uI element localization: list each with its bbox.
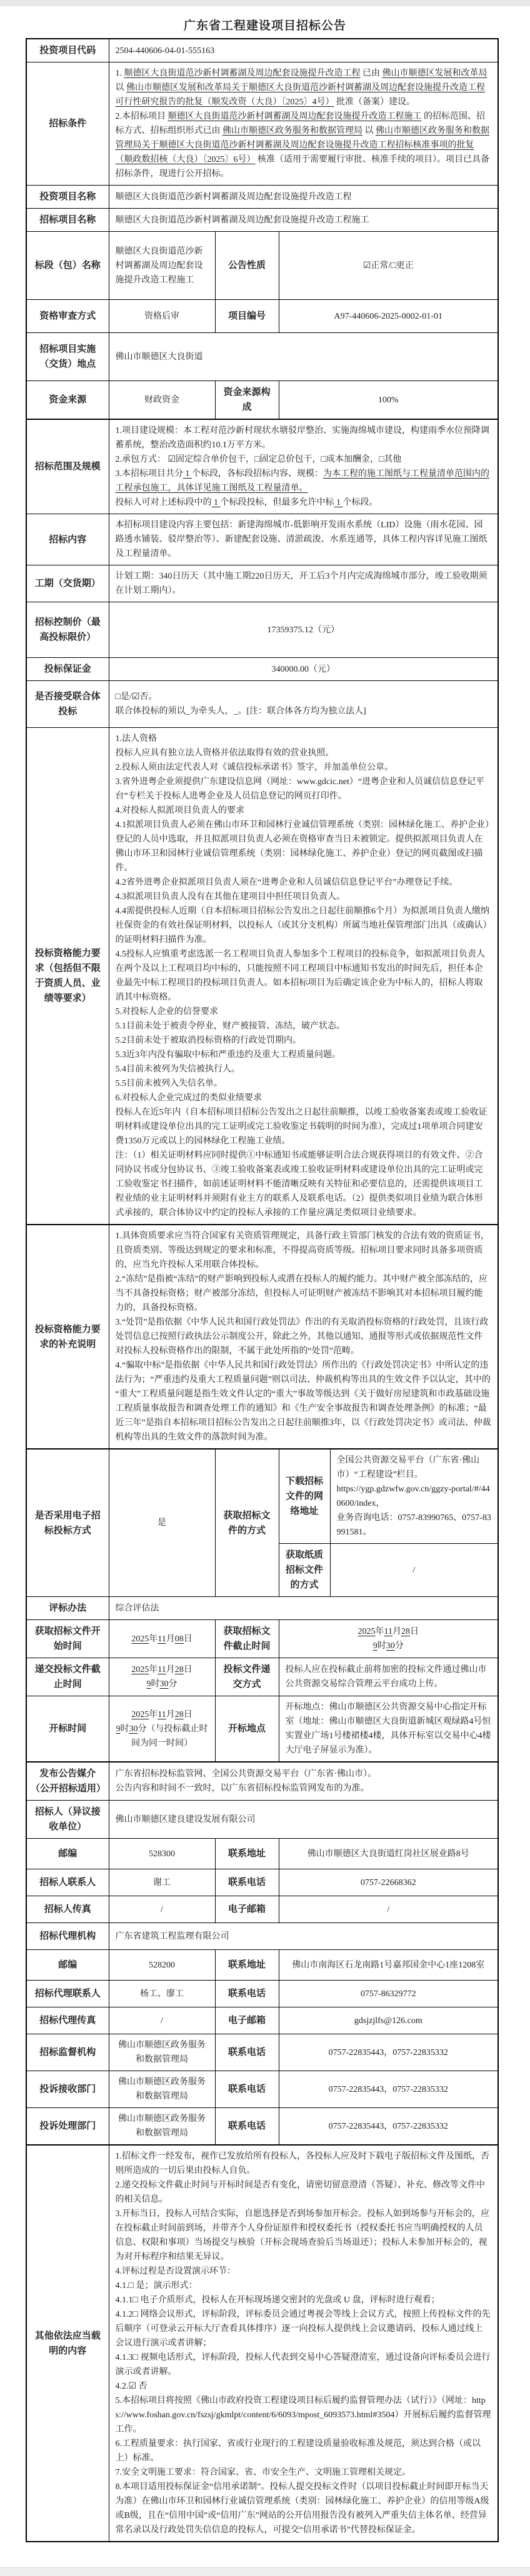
consortium-value: □是/☑否。 联合体投标的须以_为牵头人，_。[注：联合体各方均为独立法人] [109,681,498,728]
agency-contact-value: 杨工、廖工 [109,1981,215,2007]
row-qualification-review [26,300,498,333]
scope-value: 1.项目建设规模：本工程对范沙新村现状水塘驳岸整治、实施海绵城市建设，构建雨季水位预降调蓄系统，整治改造面积约10.1万平方米。 2.承包方式： ☑固定综合单价包干，□固定总价包干，□成本加酬金，□其他 3.本招标项目共分 1 个标段，各标段招标内容、规模：为本工程的施工图纸与工程量清单范围内的工程承包施工，具体详见施工图纸及工程量清单。 投标人可对上述标段中的 1 个标段投标，但最多允许中标 1 个标段。 [109,419,498,514]
agency-tel-value: 0757-86329772 [279,1981,498,2007]
row-qualification-req [26,728,498,1225]
opening-time-value: 2025年11月28日 9时30分（与投标截止时间为同一时间） [109,1696,215,1763]
opening-place-value: 开标地点：佛山市顺德区公共资源交易中心指定开标室（地址：佛山市顺德区大良街道新城区观绿路4号恒实置业广场1号楼裙楼4楼，具体开标室以交易中心4楼大厅电子屏显示为准）。 [279,1696,498,1763]
agency-postcode-value: 528200 [109,1950,215,1981]
tenderer-contact-value: 谢工 [109,1869,215,1896]
tenderer-fax-label: 招标人传真 [26,1896,109,1923]
row-consortium [26,681,498,728]
evaluation-method-value: 综合评估法 [109,1597,498,1620]
agency-fax-label: 招标代理传真 [26,2007,109,2034]
agency-contact-label: 招标代理联系人 [26,1981,109,2007]
agency-fax-value: / [109,2007,215,2034]
row-agency [26,1923,498,1950]
supervision-label: 招标监督机构 [26,2034,109,2071]
complaint-receive-tel-label: 联系电话 [215,2071,279,2108]
submit-method-value: 投标人应在投标截止前将加密的投标文件通过佛山市公共资源交易综合管理云平台成功上传。 [279,1658,498,1696]
top-gray-bar [0,0,530,6]
funds-label: 资金来源 [26,381,109,420]
tender-project-name-value: 顺德区大良街道范沙新村调蓄湖及周边配套设施提升改造工程施工 [109,209,498,232]
row-tenderer-contact [26,1869,498,1896]
row-location [26,333,498,381]
agency-email-label: 电子邮箱 [215,2007,279,2034]
qualification-review-value: 资格后审 [109,300,215,333]
notice-nature-label: 公告性质 [215,232,279,300]
page-title: 广东省工程建设项目招标公告 [183,19,346,32]
row-tenderer-fax [26,1896,498,1923]
row-section [26,232,498,300]
agency-address-value: 佛山市南海区石龙南路1号嘉邦国金中心1座1208室 [279,1950,498,1981]
obtain-documents-label: 获取招标文件的方式 [215,1449,279,1597]
complaint-receive-value: 佛山市顺德区政务服务和数据管理局 [109,2071,215,2108]
section-value: 顺德区大良街道范沙新村调蓄湖及周边配套设施提升改造工程施工 [109,232,215,300]
tenderer-postcode-value: 528300 [109,1839,215,1869]
complaint-handle-label: 投诉处理部门 [26,2108,109,2146]
paper-documents-label: 获取纸质招标文件的方式 [279,1544,330,1597]
project-number-label: 项目编号 [215,300,279,333]
consortium-label: 是否接受联合体投标 [26,681,109,728]
row-tenderer-postcode [26,1839,498,1869]
row-supervision [26,2034,498,2071]
agency-postcode-label: 邮编 [26,1950,109,1981]
row-investment-name [26,186,498,209]
other-content-label: 其他依法应当载明的内容 [26,2145,109,2542]
submit-deadline-value: 2025年11月28日 9时30分 [109,1658,215,1696]
complaint-receive-label: 投诉接收部门 [26,2071,109,2108]
row-complaint-receive [26,2071,498,2108]
tenderer-fax-value: / [109,1896,215,1923]
paper-documents-value: / [330,1544,498,1597]
row-other-content [26,2145,498,2542]
bid-bond-label: 投标保证金 [26,658,109,681]
row-agency-postcode [26,1950,498,1981]
row-tender-project-name [26,209,498,232]
duration-value: 计划工期：340日历天（其中施工期220日历天，开工后3个月内完成海绵城市部分，竣工验收期须在计划工期内）。 [109,565,498,602]
tender-conditions-value: 1. 顺德区大良街道范沙新村调蓄湖及周边配套设施提升改造工程 已由 佛山市顺德区发展和改革局 以 佛山市顺德区发展和改革局关于顺德区大良街道范沙新村调蓄湖及周边配套设施提升改造工程可行性研究报告的批复（顺发改资（大良）〔2025〕4号） 批准（备案）建设。 2.本招标项目 顺德区大良街道范沙新村调蓄湖及周边配套设施提升改造工程施工 的招标范围、招标方式、招标组织形式已由 佛山市顺德区政务服务和数据管理局 以 佛山市顺德区政务服务和数据管理局关于顺德区大良街道范沙新村调蓄湖及周边配套设施提升改造工程招标核准事项的批复（顺政数招核（大良）〔2025〕6号） 核准（适用于需要履行审批、核准手续的项目）。项目已具备招标条件，现进行公开招标。 [109,62,498,186]
opening-time-label: 开标时间 [26,1696,109,1763]
row-bid-bond [26,658,498,681]
complaint-handle-value: 佛山市顺德区政务服务和数据管理局 [109,2108,215,2146]
download-url-value: 全国公共资源交易平台（广东省·佛山市）“工程建设”栏目。 https://ygp.gdzwfw.gov.cn/ggzy-portal/#/440600/index， 业务咨询电话：0757-83990765、0757-83991581。 [330,1449,498,1544]
row-duration [26,565,498,602]
other-content-value: 1.招标文件一经发布，视作已发放给所有投标人，各投标人应及时下载电子版招标文件及图纸，否则所造成的一切后果由投标人自负。 2.递交投标文件截止时间与开标时间是否有变化，请密切留意澄清（答疑）、补充、修改等文件中的相关信息。 3.开标当日，投标人可结合实际，自愿选择是否到场参加开标会。投标人如到场参与开标会的，应在投标截止时间前到场，并带齐个人身份证原件和授权委托书（授权委托书应当明确授权的人员信息、权限和事项）当场提交与核验（开标会现场查验后当场退还）；投标人未参加开标会的，视为对开标程序和结果无异议。 4.评标过程是否设置演示环节： 4.1.□ 是；演示形式： 4.1.1□ 电子介质形式，投标人在开标现场递交密封的光盘或 U 盘，评标时进行观看； 4.1.2□ 网络会议形式，评标阶段，评标委员会通过粤视会等线上会议方式，按照上传投标文件的先后顺序（可登录云开标大厅查看具体排序）逐一向投标人提供线上会议邀请码，投标人通过线上会议进行演示或者讲解； 4.1.3□ 视频电话形式，评标阶段，投标人代表到交易中心答疑澄清室，通过设备向评标委员会进行演示或者讲解。 4.2.☑ 否 5.本招标项目将按照《佛山市政府投资工程建设项目标后履约监督管理办法（试行）》（网址：https://www.foshan.gov.cn/fszsj/gkmlpt/content/6/6093/mpost_6093573.html#3504）开展标后履约监督管理工作。 6.工程质量要求：执行国家、省或行业现行的工程建设质量验收标准及规范，须达到合格（或以上）标准。 7.安全文明施工要求：符合国家、省、市安全生产、文明施工管理相关规定。 8.本项目适用投标保证金“信用承诺制”。投标人提交投标文件时（以项目投标截止时间即开标当天为准）在佛山市环卫和园林行业诚信管理系统（类别：园林绿化施工、养护企业）的信用等级A级或B级，且在“信用中国”或“信用广东”网站的公开信用报告没有被列入严重失信主体名单、经营异常名录以及行政处罚失信信息的投标人，可提交“信用承诺书”代替投标保证金。 [109,2145,498,2542]
tenderer-email-label: 电子邮箱 [215,1896,279,1923]
qualification-review-label: 资格审查方式 [26,300,109,333]
investment-name-label: 投资项目名称 [26,186,109,209]
bottom-gray-bar [0,2567,530,2576]
electronic-bidding-label: 是否采用电子招标投标方式 [26,1449,109,1597]
row-scope [26,419,498,514]
obtain-end-label: 获取招标文件截止时间 [215,1620,279,1658]
electronic-bidding-value: 是 [109,1449,215,1597]
download-url-label: 下载招标文件的网络地址 [279,1449,330,1544]
investment-name-value: 顺德区大良街道范沙新村调蓄湖及周边配套设施提升改造工程 [109,186,498,209]
tenderer-label: 招标人（异议接收单位） [26,1801,109,1839]
supervision-tel-value: 0757-22835443，0757-22835332 [279,2034,498,2071]
row-media [26,1762,498,1801]
row-opening [26,1696,498,1763]
tenderer-tel-label: 联系电话 [215,1869,279,1896]
row-complaint-handle [26,2108,498,2146]
row-obtain-time [26,1620,498,1658]
row-control-price [26,602,498,658]
complaint-handle-tel-label: 联系电话 [215,2108,279,2146]
tenderer-value: 佛山市顺德区建良建设发展有限公司 [109,1801,498,1839]
qualification-notes-value: 1.具体资质要求应当符合国家有关资质管理规定，具备行政主管部门核发的合法有效的资质证书，且资质类别、等级达到规定的要求和标准，不得提高资质等级。招标项目要求同时具备多项资质的，应当允许投标人采用联合体投标。 2.“冻结”是指被“冻结”的财产影响到投标人或潜在投标人的履约能力。其中财产被全部冻结的，应当不具备投标资格；财产被部分冻结，但投标人可证明财产被冻结不影响其对本招标项目履约能力的，具备投标资格。 3.“处罚”是指依据《中华人民共和国行政处罚法》作出的有关取消投标资格的行政处罚，且该行政处罚信息已按照行政执法公示制度公开，除此之外，其他以通知、通报等形式或依据规范性文件对投标人投标资格作出的限制，不属于此处所指的“处罚”范畴。 4.“骗取中标”是指依据《中华人民共和国行政处罚法》所作出的《行政处罚决定书》中所认定的违法行为；“严重违约及重大工程质量问题”则以司法、仲裁机构等出具的生效文件予以认定，其中的“重大”工程质量问题是指生效文件认定的“重大”事故等级达到《关于做好房屋建筑和市政基础设施工程质量事故报告和调查处理工作的通知》和《生产安全事故报告和调查处理条例》的标准；“最近三年”是指自本招标项目招标公告发出之日起往前顺推3年，以《行政处罚决定书》或司法、仲裁机构等出具的生效文件的落款时间为准。 [109,1225,498,1449]
tender-conditions-label: 招标条件 [26,62,109,186]
row-evaluation-method [26,1597,498,1620]
row-tenderer [26,1801,498,1839]
duration-label: 工期（交货期） [26,565,109,602]
project-number-value: A97-440606-2025-0002-01-01 [279,300,498,333]
tenderer-contact-label: 招标人联系人 [26,1869,109,1896]
media-value: 广东省招标投标监管网、全国公共资源交易平台（广东省·佛山市）。 公告内容和时间不一致时，以广东省招标投标监管网发布的为准。 [109,1762,498,1801]
location-label: 招标项目实施（交货）地点 [26,333,109,381]
agency-tel-label: 联系电话 [215,1981,279,2007]
funds-structure-label: 资金来源构成 [215,381,279,420]
row-investment-code [26,39,498,62]
tenderer-address-label: 联系地址 [215,1839,279,1869]
qualification-notes-label: 投标资格能力要求的补充说明 [26,1225,109,1449]
control-price-label: 招标控制价（最高投标限价） [26,602,109,658]
agency-email-value: gdsjzjlfs@126.com [279,2007,498,2034]
investment-code-label: 投资项目代码 [26,39,109,62]
submit-deadline-label: 递交投标文件截止时间 [26,1658,109,1696]
location-value: 佛山市顺德区大良街道 [109,333,498,381]
notice-nature-value: ☑正常/□更正 [279,232,498,300]
agency-label: 招标代理机构 [26,1923,109,1950]
complaint-receive-tel-value: 0757-22835443，0757-22835332 [279,2071,498,2108]
content-label: 招标内容 [26,514,109,565]
obtain-start-value: 2025年11月08日 [109,1620,215,1658]
media-label: 发布公告媒介（公开招标适用） [26,1762,109,1801]
tender-project-name-label: 招标项目名称 [26,209,109,232]
agency-address-label: 联系地址 [215,1950,279,1981]
section-label: 标段（包）名称 [26,232,109,300]
supervision-value: 佛山市顺德区政务服务和数据管理局 [109,2034,215,2071]
row-tender-conditions [26,62,498,186]
tenderer-email-value: / [279,1896,498,1923]
row-qualification-notes [26,1225,498,1449]
evaluation-method-label: 评标办法 [26,1597,109,1620]
funds-structure-value: 100% [279,381,498,420]
obtain-end-value: 2025年11月28日 9时30分 [279,1620,498,1658]
funds-value: 财政资金 [109,381,215,420]
scope-label: 招标范围及规模 [26,419,109,514]
row-agency-fax [26,2007,498,2034]
row-agency-contact [26,1981,498,2007]
obtain-start-label: 获取招标文件开始时间 [26,1620,109,1658]
row-content [26,514,498,565]
qualification-req-label: 投标资格能力要求（包括但不限于资质人员、业绩等要求） [26,728,109,1225]
tenderer-tel-value: 0757-22668362 [279,1869,498,1896]
row-funds [26,381,498,420]
tenderer-address-value: 佛山市顺德区大良街道红岗社区展业路8号 [279,1839,498,1869]
investment-code-value: 2504-440606-04-01-555163 [109,39,498,62]
content-value: 本招标项目建设内容主要包括：新建海绵城市-低影响开发雨水系统（LID）设施（雨水花园、园路透水铺装、驳岸整治等）、新建配套设施、清淤疏浚、水系连通等，具体工程内容详见施工图纸及工程量清单。 [109,514,498,565]
row-submit-deadline [26,1658,498,1696]
bid-bond-value: 340000.00（元） [109,658,498,681]
complaint-handle-tel-value: 0757-22835443，0757-22835332 [279,2108,498,2146]
supervision-tel-label: 联系电话 [215,2034,279,2071]
qualification-req-value: 1.法人资格 投标人应具有独立法人资格并依法取得有效的营业执照。 2.投标人须由法定代表人对《诚信投标承诺书》签字，并加盖单位公章。 3.省外进粤企业须提供广东建设信息网（网址：www.gdcic.net）“进粤企业和人员诚信信息登记平台”专栏关于投标人进粤企业及人员信息登记的网页打印件。 4.对投标人拟派项目负责人的要求 4.1拟派项目负责人必须在佛山市环卫和园林行业诚信管理系统（类别：园林绿化施工、养护企业）登记的人员中选取，并且拟派项目负责人必须在资格审查当日未被锁定。提供拟派项目负责人在佛山市环卫和园林行业诚信管理系统（类别：园林绿化施工、养护企业）登记的网页截图或扫描件。 4.2省外进粤企业拟派项目负责人须在“进粤企业和人员诚信信息登记平台”办理登记手续。 4.3拟派项目负责人没有在其他在建项目中担任项目负责人。 4.4需提供投标人近期（自本招标项目招标公告发出之日起往前顺推6个月）为拟派项目负责人缴纳社保资金的有效社保证明材料，以投标人（或其分支机构）所属当地社保管理部门出具（或确认）的证明材料扫描件为准。 4.5投标人应慎重考虑选派一名工程项目负责人参加多个工程项目的投标竞争，如拟派项目负责人在两个及以上工程项目均中标的，只能按照不同工程项目中标通知书发出的时间先后，担任本企业最先中标工程项目的投标项目负责人。如本招标项目为后确定该企业为中标人的，招标人将取消其中标资格。 5.对投标人企业的信誉要求 5.1目前未处于被责令停业，财产被接管、冻结，破产状态。 5.2目前未处于被取消投标资格的行政处罚期内。 5.3近3年内没有骗取中标和严重违约及重大工程质量问题。 5.4目前未被列为失信被执行人。 5.5目前未被列入失信名单。 6.对投标人企业完成过的类似业绩要求 投标人在近5年内（自本招标项目招标公告发出之日起往前顺推，以竣工验收备案表或竣工验收证明材料或建设单位出具的完工证明或完工验收鉴定书载明的时间为准），完成过1项单项合同建安费1350万元或以上的园林绿化工程施工业绩。 注：（1）相关证明材料应同时提供①中标通知书或能够证明合法合规获得项目的有效文件、②合同协议书或分包协议书、③竣工验收备案表或竣工验收证明材料或建设单位出具的完工证明或完工验收鉴定书扫描件，如前述证明材料不能清晰反映有关特征和必要信息的，还需提供该项目工程业绩的业主证明材料并须附有业主方的联系人及联系电话。（2）提供类似项目业绩为联合体形式承接的，联合体协议中约定的投标人承接的工作量应满足类似项目业绩要求。 [109,728,498,1225]
row-electronic-bidding [26,1449,498,1544]
control-price-value: 17359375.12（元） [109,602,498,658]
tenderer-postcode-label: 邮编 [26,1839,109,1869]
announcement-table [26,38,499,2542]
opening-place-label: 开标地点 [215,1696,279,1763]
submit-method-label: 投标文件递交方式 [215,1658,279,1696]
agency-value: 广东省建筑工程监理有限公司 [109,1923,498,1950]
